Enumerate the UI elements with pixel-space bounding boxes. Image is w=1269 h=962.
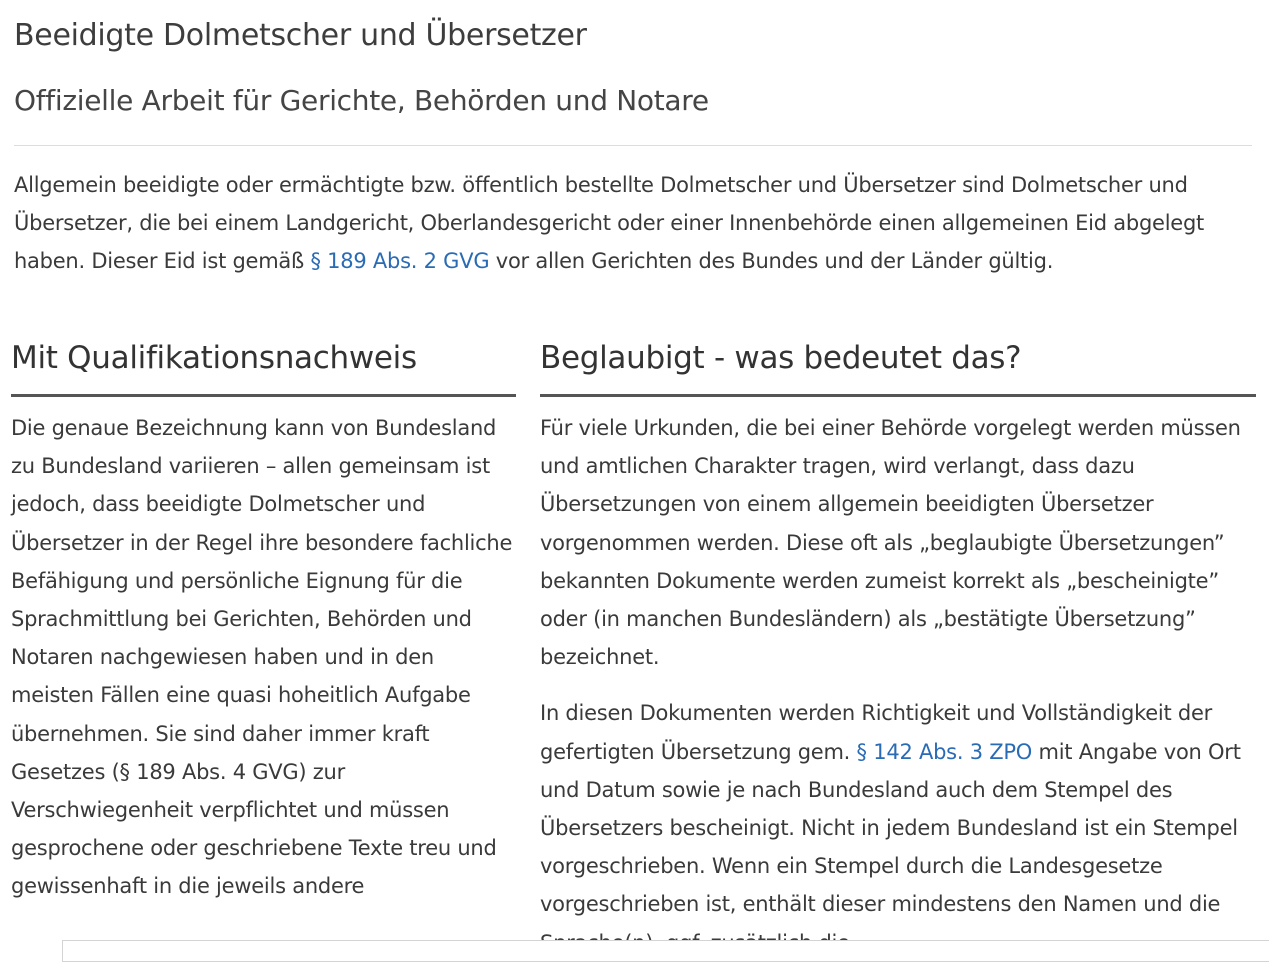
- right-column: [540, 336, 1256, 962]
- intro-text-end: vor allen Gerichten des Bundes und der Länder gültig.: [489, 249, 1054, 273]
- intro-paragraph: [14, 166, 1254, 280]
- right-column-paragraph-1: Für viele Urkunden, die bei einer Behörde vorgelegt werden müssen und amtlichen Charakter tragen, wird verlangt, dass dazu Übersetzungen von einem allgemein beeidigten Übersetzer vorgenommen werden. Diese oft als „beglaubigte Übersetzungen” bekannten Dokumente werden zumeist korrekt als „bescheinigte” oder (in manchen Bundesländern) als „bestätigte Übersetzung” bezeichnet.: [540, 416, 1241, 670]
- divider: [14, 145, 1252, 146]
- page-title: Beeidigte Dolmetscher und Übersetzer: [14, 18, 587, 53]
- gvg-189-link[interactable]: § 189 Abs. 2 GVG: [310, 249, 490, 273]
- zpo-142-link[interactable]: § 142 Abs. 3 ZPO: [856, 739, 1033, 764]
- right-column-heading: Beglaubigt - was bedeutet das?: [540, 336, 1256, 397]
- page-subtitle: Offizielle Arbeit für Gerichte, Behörden und Notare: [14, 84, 709, 117]
- left-column-paragraph: Die genaue Bezeichnung kann von Bundesland zu Bundesland variieren – allen gemeinsam ist jedoch, dass beeidigte Dolmetscher und Übersetzer in der Regel ihre besondere fachliche Befähigung und persönliche Eignung für die Sprachmittlung bei Gerichten, Behörden und Notaren nachgewiesen haben und in den meisten Fällen eine quasi hoheitlich Aufgabe übernehmen. Sie sind daher immer kraft Gesetzes (§ 189 Abs. 4 GVG) zur Verschwiegenheit verpflichtet und müssen gesprochene oder geschriebene Texte treu und gewissenhaft in die jeweils andere: [11, 416, 513, 899]
- left-column-heading: Mit Qualifikationsnachweis: [11, 336, 516, 397]
- paragraph-2-text-end: mit Angabe von Ort und Datum sowie je nach Bundesland auch dem Stempel des Übersetzers bescheinigt. Nicht in jedem Bundesland ist ein Stempel vorgeschrieben. Wenn ein Stempel durch die Landesgesetze vorgeschrieben ist, enthält dieser mindestens den Namen und die: [540, 739, 1241, 917]
- left-column: [11, 336, 516, 906]
- intro-text-start: Allgemein beeidigte oder ermächtigte bzw. öffentlich bestellte Dolmetscher und Übersetzer sind Dolmetscher und Übersetzer, die bei einem Landgericht, Oberlandesgericht oder einer Innenbehörde einen allgemeinen Eid abgelegt haben. Dieser Eid ist gemäß: [14, 173, 1205, 273]
- bottom-overlay-box: [62, 940, 1269, 962]
- paragraph-2-text-start: In diesen Dokumenten werden Richtigkeit und Vollständigkeit der gefertigten Übersetzung gem.: [540, 701, 1213, 764]
- right-column-paragraph-2: [540, 694, 1256, 961]
